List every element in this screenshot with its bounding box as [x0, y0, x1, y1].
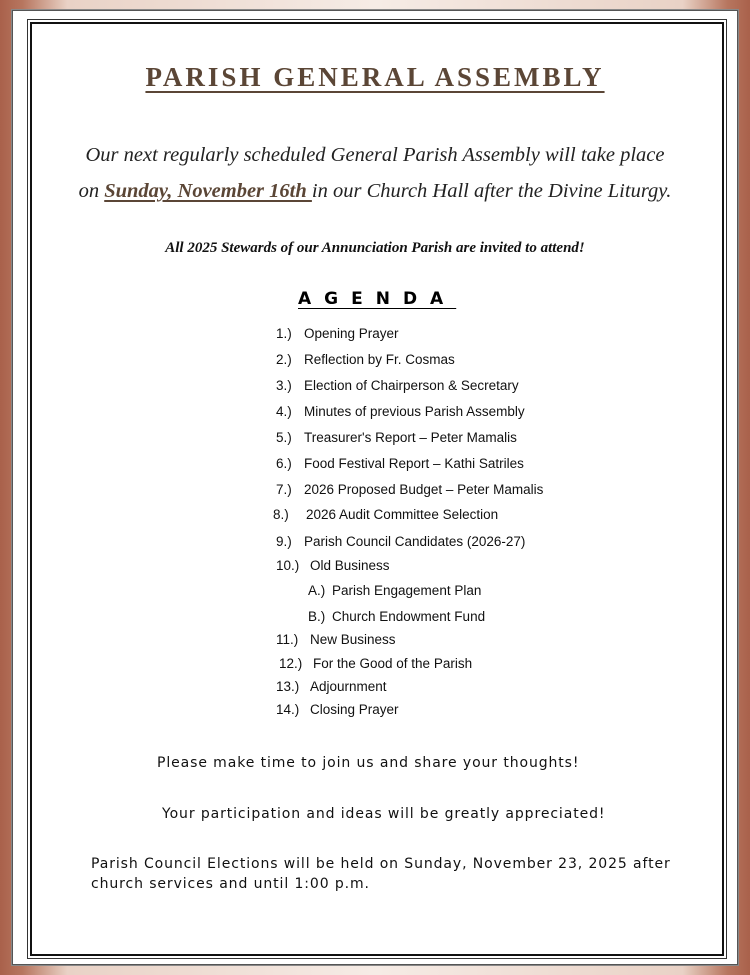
agenda-item: 11.) New Business [276, 632, 396, 647]
elections-note-line-2: church services and until 1:00 p.m. [91, 876, 370, 892]
agenda-item: 1.) Opening Prayer [276, 326, 399, 341]
agenda-item: 3.) Election of Chairperson & Secretary [276, 378, 519, 393]
meeting-date: Sunday, November 16th [104, 180, 312, 202]
join-us-note: Please make time to join us and share your thoughts! [157, 755, 580, 771]
agenda-item: 8.) 2026 Audit Committee Selection [273, 507, 499, 522]
agenda-item: 6.) Food Festival Report – Kathi Satriles [276, 456, 524, 471]
agenda-heading: AGENDA [298, 289, 457, 309]
agenda-item: 14.) Closing Prayer [276, 702, 399, 717]
agenda-item: 4.) Minutes of previous Parish Assembly [276, 404, 525, 419]
intro-line-2: on Sunday, November 16th in our Church Hall after the Divine Liturgy. [78, 180, 672, 202]
agenda-item: 10.) Old Business [276, 558, 390, 573]
agenda-item: 7.) 2026 Proposed Budget – Peter Mamalis [276, 482, 544, 497]
agenda-item: 12.) For the Good of the Parish [279, 656, 473, 671]
flyer-page [12, 10, 738, 965]
page-title: PARISH GENERAL ASSEMBLY [145, 62, 605, 92]
agenda-item: 2.) Reflection by Fr. Cosmas [276, 352, 455, 367]
agenda-item: 13.) Adjournment [276, 679, 387, 694]
agenda-item: 5.) Treasurer's Report – Peter Mamalis [276, 430, 517, 445]
agenda-item: 9.) Parish Council Candidates (2026-27) [276, 534, 526, 549]
stewards-invitation: All 2025 Stewards of our Annunciation Parish are invited to attend! [165, 240, 585, 256]
elections-note-line-1: Parish Council Elections will be held on Sunday, November 23, 2025 after [91, 856, 671, 872]
agenda-item: A.) Parish Engagement Plan [308, 583, 482, 598]
agenda-item: B.) Church Endowment Fund [308, 609, 486, 624]
participation-note: Your participation and ideas will be greatly appreciated! [162, 806, 606, 822]
intro-line-1: Our next regularly scheduled General Parish Assembly will take place [85, 144, 665, 166]
